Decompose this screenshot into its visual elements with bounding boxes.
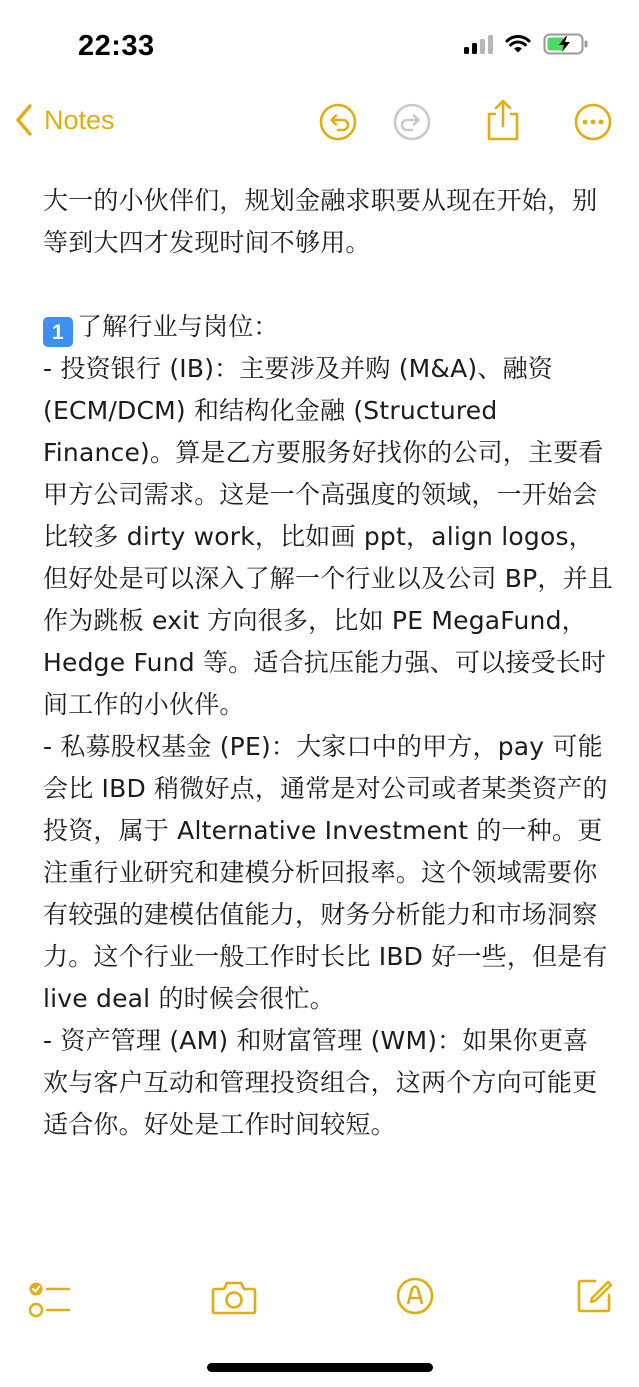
blank-line [43, 264, 613, 306]
note-paragraph-pe: - 私募股权基金 (PE)：大家口中的甲方，pay 可能会比 IBD 稍微好点，通常是对公司或者某类资产的投资，属于 Alternative Investment 的一种。更注重行业研究和建模分析回报率。这个领域需要你有较强的建模估值能力，财务分析能力和市场洞察力。这个行业一般工作时长比 IBD 好一些，但是有 live deal 的时候会很忙。 [43, 732, 616, 1013]
compose-icon[interactable] [575, 1275, 615, 1319]
note-intro: 大一的小伙伴们，规划金融求职要从现在开始，别等到大四才发现时间不够用。 [43, 186, 598, 257]
back-button-label: Notes [44, 104, 115, 135]
cellular-signal-icon [464, 34, 493, 54]
redo-icon[interactable] [392, 102, 432, 146]
checklist-icon[interactable] [28, 1280, 72, 1324]
section-title: 了解行业与岗位： [77, 312, 279, 341]
more-icon[interactable] [573, 102, 613, 146]
camera-icon[interactable] [211, 1278, 257, 1320]
wifi-icon [505, 34, 531, 54]
share-icon[interactable] [484, 97, 522, 147]
undo-icon[interactable] [318, 102, 358, 146]
section-heading [43, 306, 613, 348]
markup-icon[interactable] [395, 1276, 435, 1320]
battery-charging-icon [543, 33, 589, 55]
note-body[interactable] [43, 180, 616, 1146]
keycap-number-icon: 1 [43, 317, 73, 347]
home-indicator[interactable] [207, 1363, 433, 1372]
chevron-left-icon [14, 103, 34, 137]
back-button[interactable] [14, 103, 115, 137]
status-bar [0, 0, 639, 92]
note-paragraph-ib: - 投资银行 (IB)：主要涉及并购 (M&A)、融资 (ECM/DCM) 和结构化金融 (Structured Finance)。算是乙方要服务好找你的公司，主要看甲方公司需求。这是一个高强度的领域，一开始会比较多 dirty work，比如画 ppt，align logos，但好处是可以深入了解一个行业以及公司 BP，并且作为跳板 exit 方向很多，比如 PE MegaFund，Hedge Fund 等。适合抗压能力强、可以接受长时间工作的小伙伴。 [43, 354, 613, 719]
note-paragraph-am-wm: - 资产管理 (AM) 和财富管理 (WM)：如果你更喜欢与客户互动和管理投资组合，这两个方向可能更适合你。好处是工作时间较短。 [43, 1026, 598, 1139]
navigation-bar [0, 95, 639, 153]
status-icons [464, 33, 589, 55]
status-time: 22:33 [78, 30, 155, 62]
